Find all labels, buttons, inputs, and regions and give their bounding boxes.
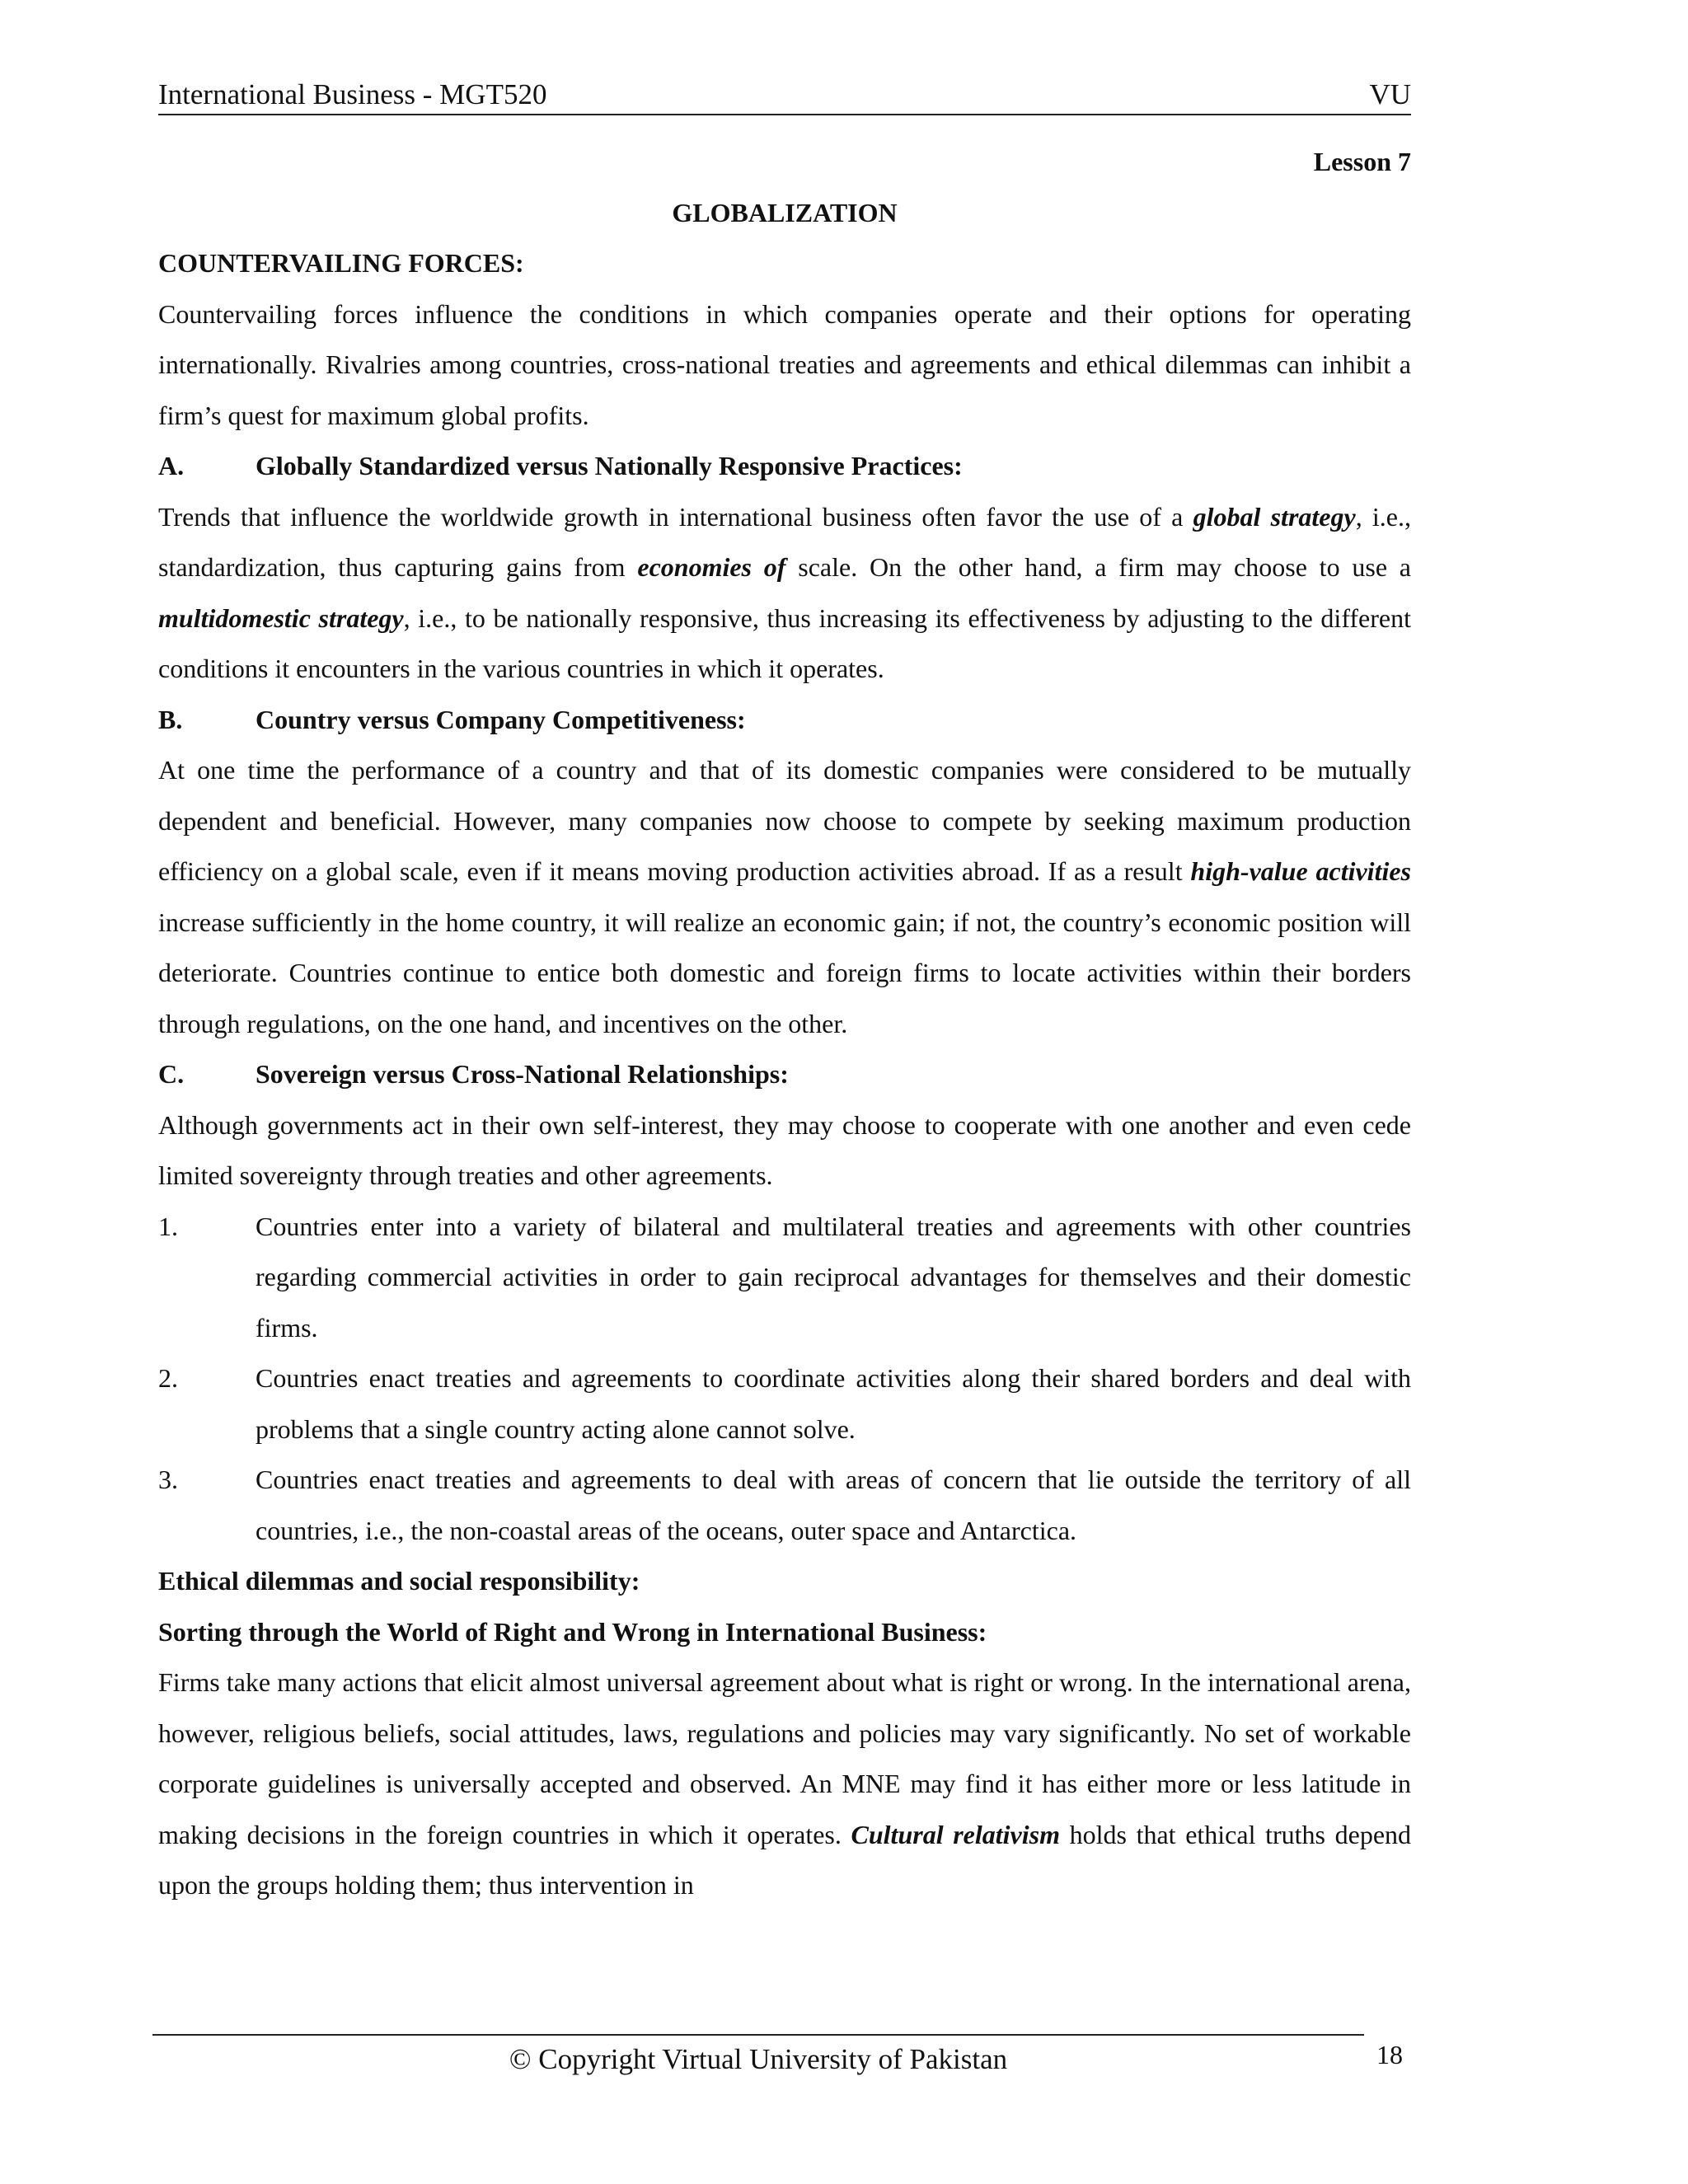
text-run: holds that ethical truths depend upon the groups holding them; thus intervention in xyxy=(158,1819,1412,1900)
list-item-number: 2. xyxy=(158,1363,178,1393)
institution-abbrev: VU xyxy=(1369,78,1411,110)
subsection-a-title: Globally Standardized versus Nationally Responsive Practices: xyxy=(256,451,963,480)
term-economies-of: economies of xyxy=(637,552,786,582)
footer-divider xyxy=(152,2034,1364,2036)
subsection-c-heading xyxy=(158,1049,1411,1100)
text-run: At one time the performance of a country and that of its domestic companies were considered to be mutually dependent and beneficial. However, many companies now choose to compete by seeking maximum production efficiency on a global scale, even if it means moving production activities abroad. If as a result xyxy=(158,755,1411,886)
subsection-a-paragraph xyxy=(158,492,1411,695)
subsection-c-title: Sovereign versus Cross-National Relationships: xyxy=(256,1059,789,1089)
list-item-text: Countries enact treaties and agreements to coordinate activities along their shared borders and deal with problems that a single country acting alone cannot solve. xyxy=(256,1363,1411,1444)
text-run: , i.e., to be nationally responsive, thus increasing its effectiveness by adjusting to the different conditions it encounters in the various countries in which it operates. xyxy=(158,602,1412,683)
term-high-value-activities: high-value activities xyxy=(1190,856,1412,886)
term-multidomestic-strategy: multidomestic strategy xyxy=(158,602,404,633)
text-run: Trends that influence the worldwide growth in international business often favor the use of a xyxy=(158,501,1193,532)
subsection-a-label: A. xyxy=(158,451,185,480)
text-run: , i.e., standardization, thus capturing gains from xyxy=(158,501,1411,582)
lesson-label: Lesson 7 xyxy=(1313,147,1411,176)
list-item-number: 1. xyxy=(158,1211,178,1241)
section-heading: COUNTERVAILING FORCES: xyxy=(158,248,524,278)
ethics-paragraph xyxy=(158,1657,1411,1911)
subsection-b-heading xyxy=(158,695,1411,746)
subsection-b-label: B. xyxy=(158,704,183,734)
course-title: International Business - MGT520 xyxy=(158,78,547,110)
intro-paragraph: Countervailing forces influence the conditions in which companies operate and their options for operating internationally. Rivalries among countries, cross-national treaties and agreements and ethical dilemmas can inhibit a firm’s quest for maximum global profits. xyxy=(158,298,1411,430)
copyright-footer: © Copyright Virtual University of Pakistan xyxy=(509,2043,1008,2075)
page-number: 18 xyxy=(1376,2040,1403,2069)
list-item-text: Countries enact treaties and agreements to deal with areas of concern that lie outside the territory of all countries, i.e., the non-coastal areas of the oceans, outer space and Antarctica. xyxy=(256,1465,1411,1545)
list-item xyxy=(158,1202,1411,1354)
subsection-a-heading xyxy=(158,441,1411,492)
term-cultural-relativism: Cultural relativism xyxy=(851,1819,1060,1849)
page-body xyxy=(158,137,1411,1911)
list-item xyxy=(158,1455,1411,1556)
subsection-b-title: Country versus Company Competitiveness: xyxy=(256,704,746,734)
subsection-c-label: C. xyxy=(158,1059,185,1089)
text-run: scale. On the other hand, a firm may choose to use a xyxy=(785,552,1412,582)
ethics-subheading: Sorting through the World of Right and Wrong in International Business: xyxy=(158,1616,987,1647)
page-title: GLOBALIZATION xyxy=(672,197,898,227)
page-header xyxy=(158,76,1411,115)
subsection-b-paragraph xyxy=(158,745,1411,1049)
list-item-text: Countries enter into a variety of bilateral and multilateral treaties and agreements with other countries regarding commercial activities in order to gain reciprocal advantages for themselves and their domestic firms. xyxy=(256,1211,1411,1343)
text-run: increase sufficiently in the home country, it will realize an economic gain; if not, the country’s economic position will deteriorate. Countries continue to entice both domestic and foreign firms to locate activities within their borders through regulations, on the one hand, and incentives on the other. xyxy=(158,907,1411,1038)
list-item xyxy=(158,1353,1411,1455)
ethics-heading: Ethical dilemmas and social responsibility: xyxy=(158,1566,640,1596)
subsection-c-paragraph: Although governments act in their own self-interest, they may choose to cooperate with one another and even cede limited sovereignty through treaties and other agreements. xyxy=(158,1109,1411,1190)
term-global-strategy: global strategy xyxy=(1193,501,1356,532)
list-item-number: 3. xyxy=(158,1465,178,1494)
text-run: Firms take many actions that elicit almost universal agreement about what is right or wrong. In the international arena, however, religious beliefs, social attitudes, laws, regulations and policies may vary significantly. No set of workable corporate guidelines is universally accepted and observed. An MNE may find it has either more or less latitude in making decisions in the foreign countries in which it operates. xyxy=(158,1667,1411,1849)
